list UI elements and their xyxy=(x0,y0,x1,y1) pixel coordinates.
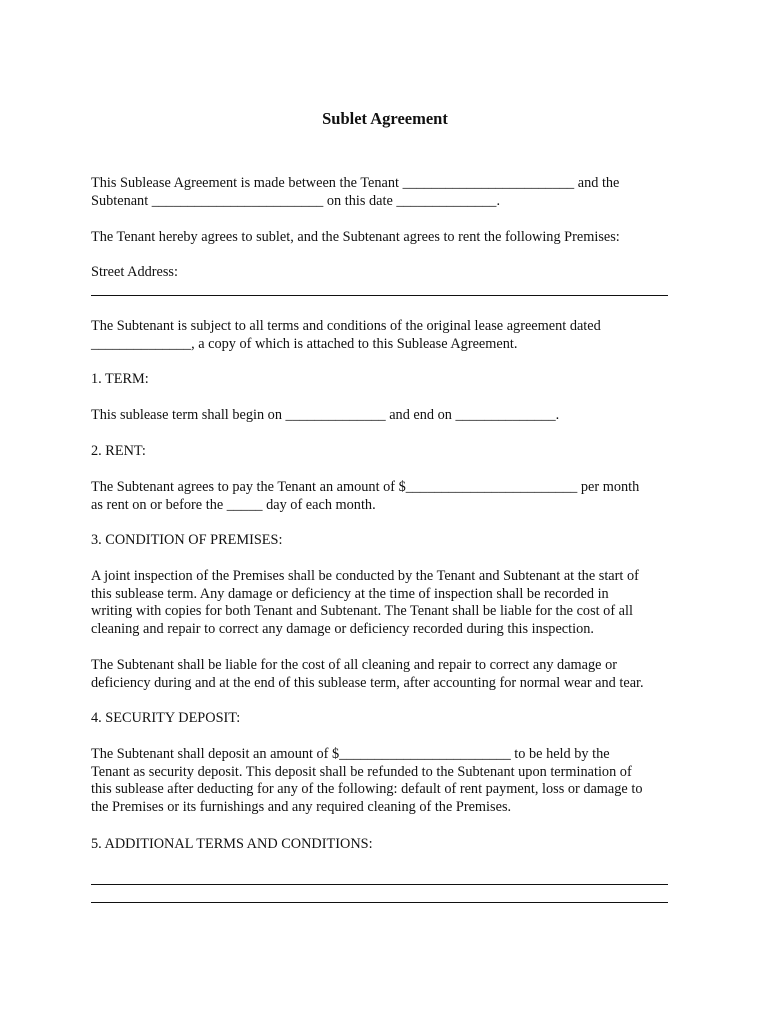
condition-p2-line-1: The Subtenant shall be liable for the cost of all cleaning and repair to correct any damage or xyxy=(91,657,617,673)
rent-paragraph xyxy=(91,479,691,514)
street-address-label: Street Address: xyxy=(91,264,178,280)
deposit-heading: 4. SECURITY DEPOSIT: xyxy=(91,710,241,726)
terms-line-1: The Subtenant is subject to all terms and conditions of the original lease agreement dated xyxy=(91,318,601,334)
document-title: Sublet Agreement xyxy=(322,109,448,128)
intro-paragraph xyxy=(91,175,691,210)
intro-line-2: Subtenant ________________________ on this date ______________. xyxy=(91,192,501,209)
additional-heading: 5. ADDITIONAL TERMS AND CONDITIONS: xyxy=(91,836,373,852)
deposit-line-4: the Premises or its furnishings and any required cleaning of the Premises. xyxy=(91,798,512,815)
deposit-line-2: Tenant as security deposit. This deposit shall be refunded to the Subtenant upon termination of xyxy=(91,763,632,780)
term-heading: 1. TERM: xyxy=(91,371,149,387)
condition-p2-line-2: deficiency during and at the end of this sublease term, after accounting for normal wear and tear. xyxy=(91,674,644,691)
rent-line-2: as rent on or before the _____ day of each month. xyxy=(91,496,376,513)
terms-paragraph xyxy=(91,318,691,353)
deposit-line-1: The Subtenant shall deposit an amount of $________________________ to be held by the xyxy=(91,746,610,762)
terms-line-2: ______________, a copy of which is attached to this Sublease Agreement. xyxy=(91,335,518,352)
rent-heading: 2. RENT: xyxy=(91,443,146,459)
condition-paragraph-1 xyxy=(91,568,691,638)
condition-p1-line-1: A joint inspection of the Premises shall be conducted by the Tenant and Subtenant at the start of xyxy=(91,568,639,584)
term-body: This sublease term shall begin on ______________ and end on ______________. xyxy=(91,407,560,423)
rent-line-1: The Subtenant agrees to pay the Tenant an amount of $________________________ per month xyxy=(91,479,640,495)
condition-p1-line-2: this sublease term. Any damage or deficiency at the time of inspection shall be recorded in xyxy=(91,585,609,602)
intro-line-1: This Sublease Agreement is made between the Tenant ________________________ and the xyxy=(91,175,620,191)
condition-paragraph-2 xyxy=(91,657,691,692)
deposit-line-3: this sublease after deducting for any of the following: default of rent payment, loss or damage to xyxy=(91,781,643,798)
additional-terms-line-1 xyxy=(91,884,668,885)
street-address-line xyxy=(91,295,668,296)
additional-terms-line-2 xyxy=(91,902,668,903)
condition-heading: 3. CONDITION OF PREMISES: xyxy=(91,532,283,548)
premises-statement: The Tenant hereby agrees to sublet, and the Subtenant agrees to rent the following Premises: xyxy=(91,229,620,245)
condition-p1-line-4: cleaning and repair to correct any damage or deficiency recorded during this inspection. xyxy=(91,620,594,637)
condition-p1-line-3: writing with copies for both Tenant and Subtenant. The Tenant shall be liable for the cost of all xyxy=(91,603,633,620)
deposit-paragraph xyxy=(91,746,691,816)
